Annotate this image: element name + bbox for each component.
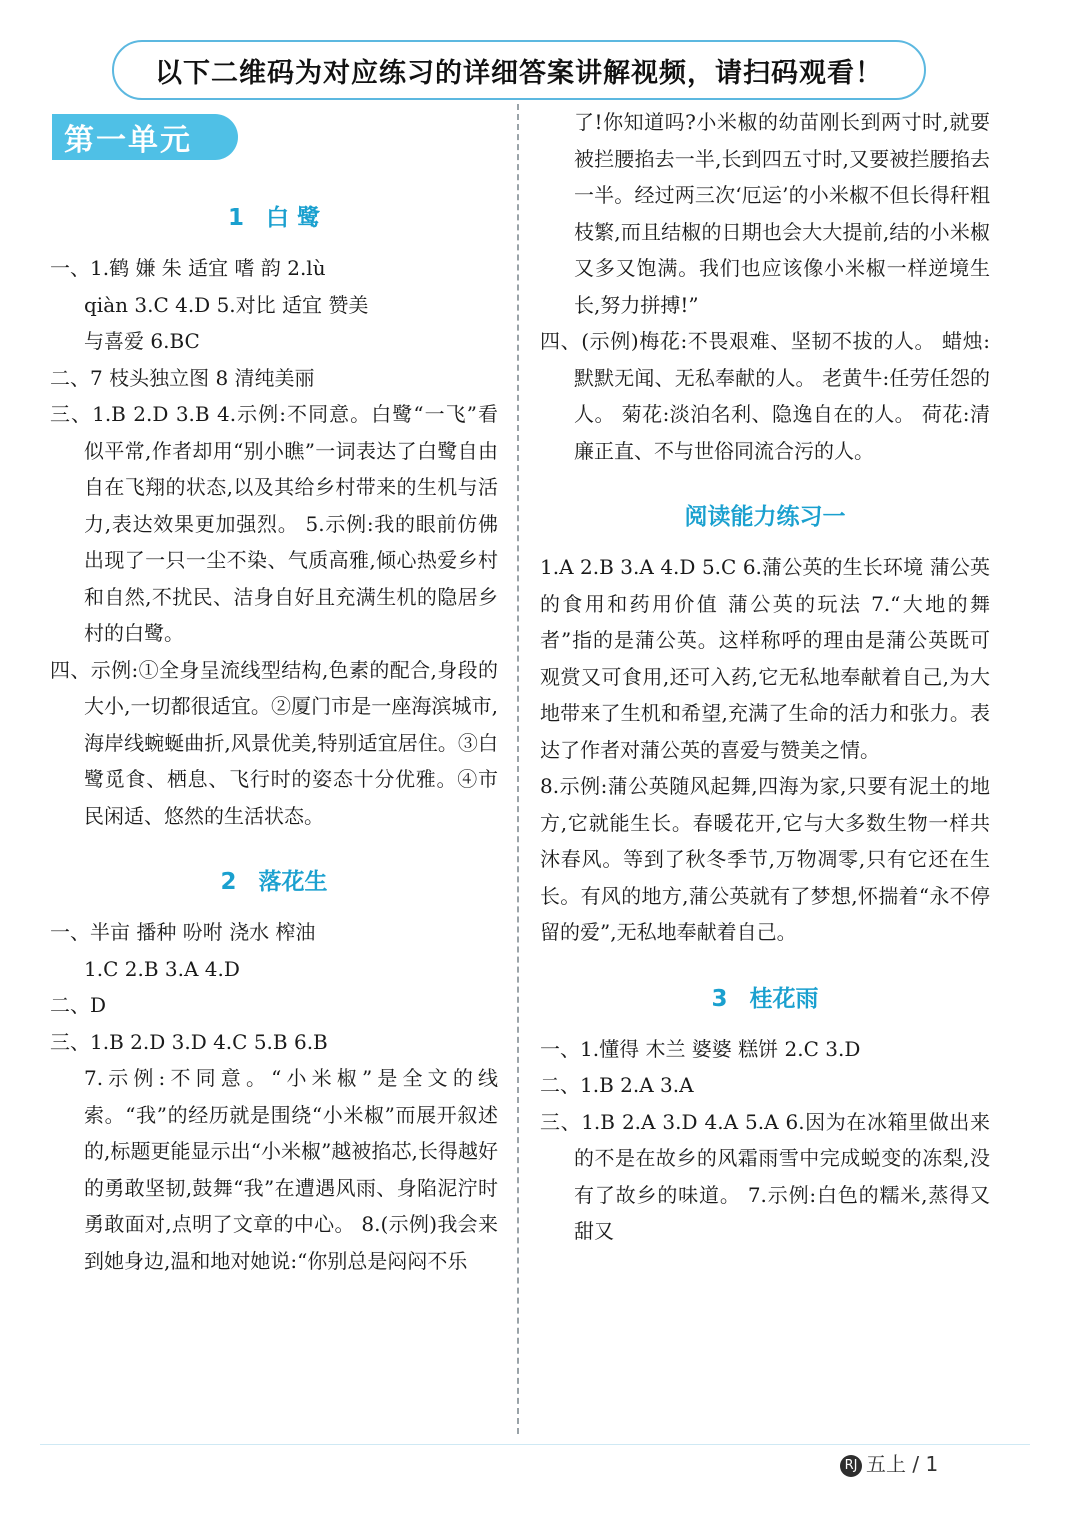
lesson-2-name: 落花生 [258, 869, 328, 895]
page-number: 五上 / 1 [866, 1452, 939, 1476]
lesson-2-title [50, 864, 498, 900]
answer-line: 三、1.B 2.D 3.D 4.C 5.B 6.B [50, 1029, 328, 1054]
page-footer [840, 1448, 938, 1477]
answer-line: 1.A 2.B 3.A 4.D 5.C 6.蒲公英的生长环境 蒲公英的食用和药用价值 蒲公英的玩法 7.“大地的舞者”指的是蒲公英。这样称呼的理由是蒲公英既可观赏又可食用,还可入药,它无私地奉献着自己,为大地带来了生机和希望,充满了生命的活力和张力。表达了作者对蒲公英的喜爱与赞美之情。 [540, 555, 990, 762]
answer-line: qiàn 3.C 4.D 5.对比 适宜 赞美 [84, 292, 369, 317]
lesson-1-title [50, 200, 498, 236]
answer-line: 三、1.B 2.A 3.D 4.A 5.A 6.因为在冰箱里做出来的不是在故乡的风霜雨雪中完成蜕变的冻梨,没有了故乡的味道。 7.示例:白色的糯米,蒸得又甜又 [540, 1109, 990, 1243]
answer-line: 7.示例:不同意。“小米椒”是全文的线索。“我”的经历就是围绕“小米椒”而展开叙述的,标题更能显示出“小米椒”越被掐芯,长得越好的勇敢坚韧,鼓舞“我”在遭遇风雨、身陷泥泞时勇敢面对,点明了文章的中心。 8.(示例)我会来到她身边,温和地对她说:“你别总是闷闷不乐 [84, 1066, 498, 1273]
lesson-1-name: 白 鹭 [266, 205, 321, 231]
column-divider [517, 104, 519, 1434]
answer-line: 二、D [50, 993, 107, 1017]
answer-line: 与喜爱 6.BC [84, 329, 200, 353]
lesson-3-title [540, 981, 990, 1017]
lesson-1-number: 1 [227, 205, 244, 231]
answer-line: 三、1.B 2.D 3.B 4.示例:不同意。白鹭“一飞”看似平常,作者却用“别小瞧”一词表达了白鹭自由自在飞翔的状态,以及其给乡村带来的生机与活力,表达效果更加强烈。 5.示例:我的眼前仿佛出现了一只一尘不染、气质高雅,倾心热爱乡村和自然,不扰民、洁身自好且充满生机的隐居乡村的白鹭。 [50, 402, 498, 645]
answer-line: 8.示例:蒲公英随风起舞,四海为家,只要有泥土的地方,它就能生长。春暖花开,它与大多数生物一样共沐春风。等到了秋冬季节,万物凋零,只有它还在生长。有风的地方,蒲公英就有了梦想,怀揣着“永不停留的爱”,无私地奉献着自己。 [540, 774, 990, 944]
answer-line: 二、7 枝头独立图 8 清纯美丽 [50, 365, 315, 390]
lesson-3-name: 桂花雨 [749, 985, 819, 1012]
answer-line: 四、示例:①全身呈流线型结构,色素的配合,身段的大小,一切都很适宜。②厦门市是一座海滨城市,海岸线蜿蜒曲折,风景优美,特别适宜居住。③白鹭觅食、栖息、飞行时的姿态十分优雅。④市民闲适、悠然的生活状态。 [50, 657, 498, 828]
answer-line: 四、(示例)梅花:不畏艰难、坚韧不拔的人。 蜡烛:默默无闻、无私奉献的人。 老黄牛:任劳任怨的人。 菊花:淡泊名利、隐逸自在的人。 荷花:清廉正直、不与世俗同流合污的人。 [540, 329, 990, 463]
left-column [50, 200, 498, 1279]
answer-line: 一、1.懂得 木兰 婆婆 糕饼 2.C 3.D [540, 1036, 861, 1061]
banner-notice: 以下二维码为对应练习的详细答案讲解视频，请扫码观看！ [112, 40, 926, 100]
reading-practice-title: 阅读能力练习一 [684, 504, 846, 530]
footer-rule [40, 1444, 1030, 1445]
lesson-2-number: 2 [220, 869, 237, 895]
answer-line: 1.C 2.B 3.A 4.D [84, 956, 240, 981]
unit-title: 第一单元 [52, 114, 238, 160]
answer-line: 二、1.B 2.A 3.A [540, 1073, 694, 1097]
publisher-mark-icon: RJ [840, 1455, 862, 1477]
lesson-3-number: 3 [711, 985, 728, 1012]
right-column [540, 104, 990, 1250]
answer-line: 了!你知道吗?小米椒的幼苗刚长到两寸时,就要被拦腰掐去一半,长到四五寸时,又要被拦腰掐去一半。经过两三次‘厄运’的小米椒不但长得秆粗枝繁,而且结椒的日期也会大大提前,结的小米椒又多又饱满。我们也应该像小米椒一样逆境生长,努力拼搏!” [574, 110, 990, 317]
answer-line: 一、1.鹤 嫌 朱 适宜 嗜 韵 2.lù [50, 256, 326, 280]
answer-line: 一、半亩 播种 吩咐 浇水 榨油 [50, 920, 316, 944]
